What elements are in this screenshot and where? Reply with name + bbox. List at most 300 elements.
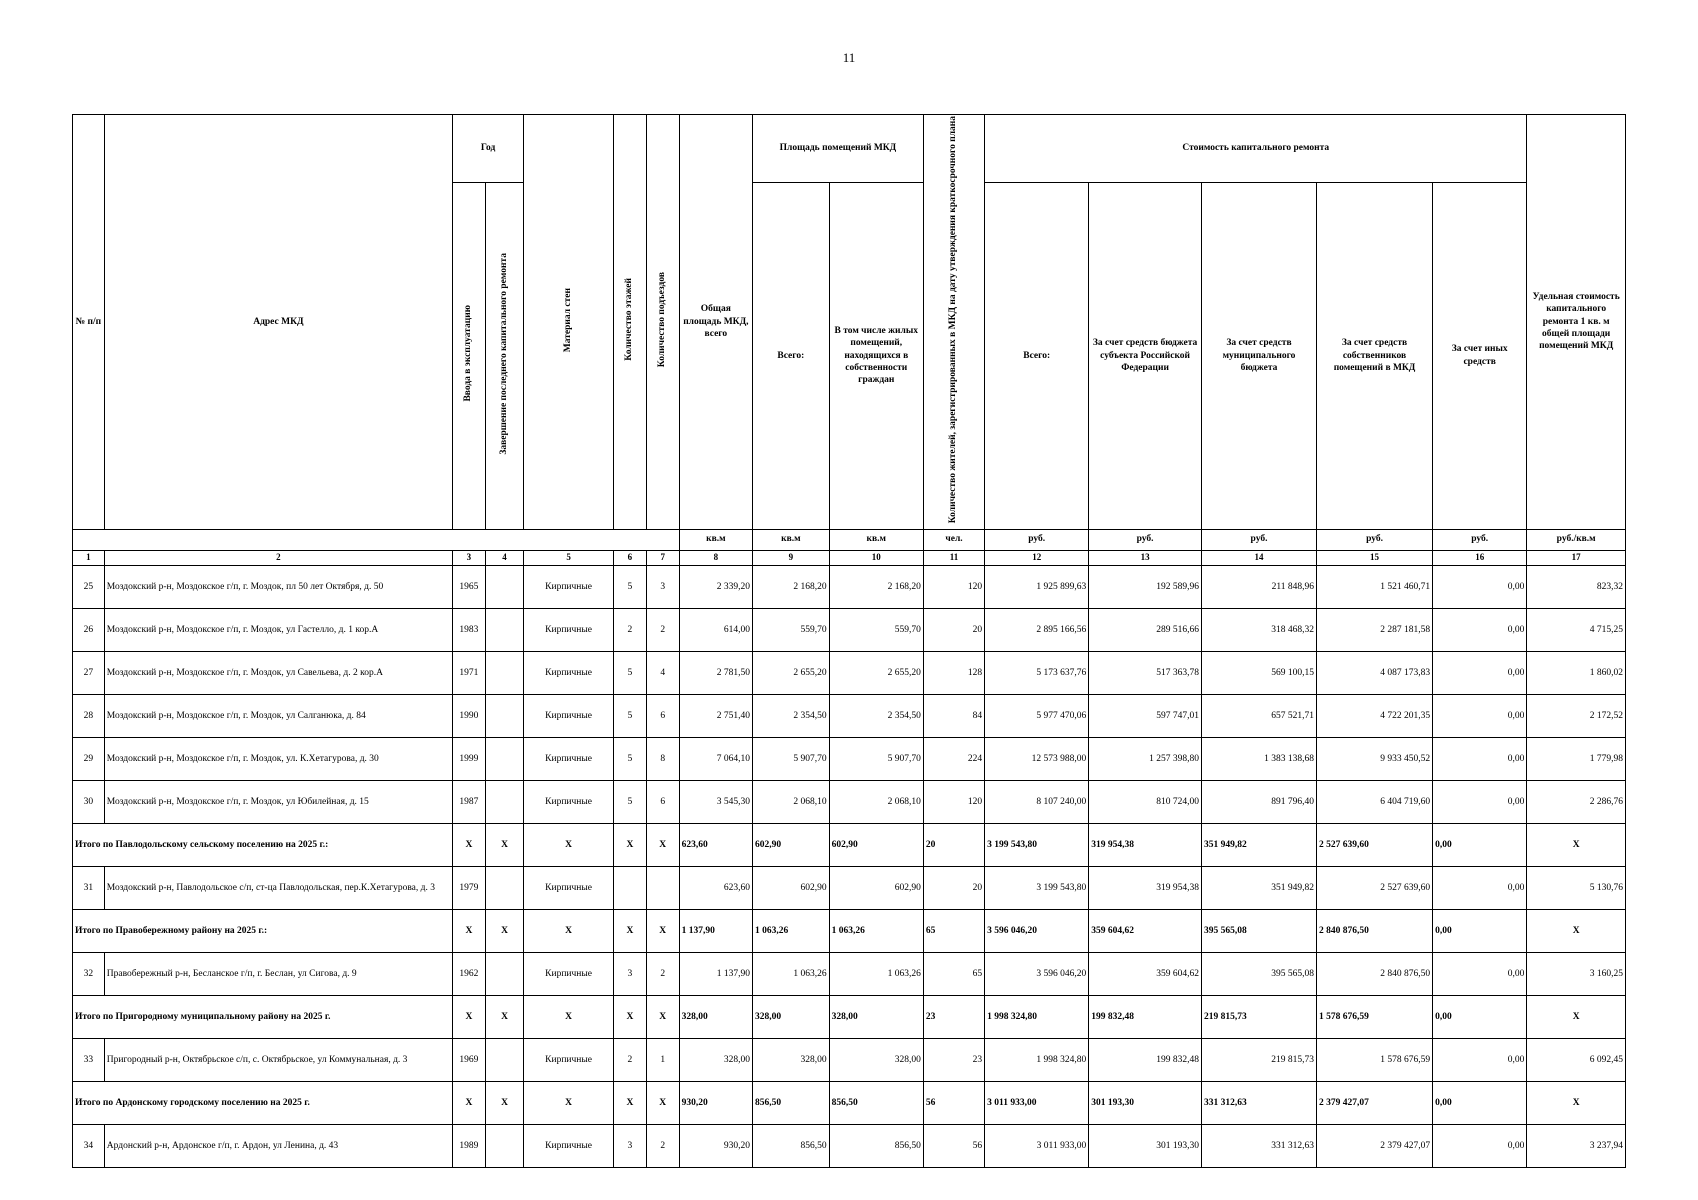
- address-cell: Пригородный р-н, Октябрьское с/п, с. Октябрьское, ул Коммунальная, д. 3: [104, 1038, 452, 1081]
- subtotal-unit-cost-cell: X: [1527, 823, 1626, 866]
- subtotal-floors-cell: X: [613, 1081, 646, 1124]
- header-premises-citizens: В том числе жилых помещений, находящихся в собственности граждан: [829, 183, 923, 530]
- subtotal-prem-citizens-cell: 1 063,26: [829, 909, 923, 952]
- residents-cell: 128: [923, 651, 984, 694]
- premises-citizens-cell: 559,70: [829, 608, 923, 651]
- subtotal-label: Итого по Правобережному району на 2025 г.:: [73, 909, 453, 952]
- subtotal-last-repair-cell: X: [485, 909, 523, 952]
- cost-subject-cell: 192 589,96: [1089, 565, 1202, 608]
- unit-cost-cell: 3 160,25: [1527, 952, 1626, 995]
- material-cell: Кирпичные: [524, 1124, 614, 1167]
- unit-cell: руб.: [985, 529, 1089, 550]
- subtotal-label: Итого по Ардонскому городскому поселению на 2025 г.: [73, 1081, 453, 1124]
- column-numbers-row: [73, 550, 1626, 565]
- total-area-cell: 2 751,40: [679, 694, 752, 737]
- subtotal-year-cell: X: [453, 1081, 486, 1124]
- page-number: 11: [842, 50, 856, 65]
- subtotal-cost-municipal-cell: 219 815,73: [1202, 995, 1317, 1038]
- premises-citizens-cell: 328,00: [829, 1038, 923, 1081]
- cost-owners-cell: 2 287 181,58: [1316, 608, 1432, 651]
- premises-citizens-cell: 5 907,70: [829, 737, 923, 780]
- unit-cost-cell: 3 237,94: [1527, 1124, 1626, 1167]
- cost-other-cell: 0,00: [1433, 651, 1527, 694]
- subtotal-label: Итого по Пригородному муниципальному району на 2025 г.: [73, 995, 453, 1038]
- subtotal-cost-total-cell: 3 011 933,00: [985, 1081, 1089, 1124]
- cost-owners-cell: 1 521 460,71: [1316, 565, 1432, 608]
- subtotal-year-cell: X: [453, 909, 486, 952]
- entrances-cell: [646, 866, 679, 909]
- subtotal-cost-total-cell: 3 596 046,20: [985, 909, 1089, 952]
- address-cell: Моздокский р-н, Моздокское г/п, г. Моздок, пл 50 лет Октября, д. 50: [104, 565, 452, 608]
- address-cell: Моздокский р-н, Моздокское г/п, г. Моздок, ул Юбилейная, д. 15: [104, 780, 452, 823]
- unit-cell: кв.м: [753, 529, 830, 550]
- residents-cell: 120: [923, 780, 984, 823]
- unit-cost-cell: 6 092,45: [1527, 1038, 1626, 1081]
- cost-owners-cell: 4 087 173,83: [1316, 651, 1432, 694]
- material-cell: Кирпичные: [524, 565, 614, 608]
- subtotal-prem-total-cell: 1 063,26: [753, 909, 830, 952]
- premises-total-cell: 2 354,50: [753, 694, 830, 737]
- subtotal-entrances-cell: X: [646, 823, 679, 866]
- premises-citizens-cell: 602,90: [829, 866, 923, 909]
- table-row: [73, 1038, 1626, 1081]
- subtotal-cost-other-cell: 0,00: [1433, 1081, 1527, 1124]
- premises-citizens-cell: 2 655,20: [829, 651, 923, 694]
- table-row: [73, 866, 1626, 909]
- row-number: 31: [73, 866, 105, 909]
- last-repair-cell: [485, 1038, 523, 1081]
- address-cell: Ардонский р-н, Ардонское г/п, г. Ардон, ул Ленина, д. 43: [104, 1124, 452, 1167]
- subtotal-cost-municipal-cell: 331 312,63: [1202, 1081, 1317, 1124]
- header-cost-total: Всего:: [985, 183, 1089, 530]
- row-number: 32: [73, 952, 105, 995]
- header-year-last-repair: Завершение последнего капитального ремонта: [485, 183, 523, 530]
- cost-other-cell: 0,00: [1433, 780, 1527, 823]
- subtotal-material-cell: X: [524, 823, 614, 866]
- premises-total-cell: 5 907,70: [753, 737, 830, 780]
- year-cell: 1962: [453, 952, 486, 995]
- header-year-group: Год: [453, 115, 524, 183]
- address-cell: Моздокский р-н, Моздокское г/п, г. Моздок, ул. К.Хетагурова, д. 30: [104, 737, 452, 780]
- total-area-cell: 328,00: [679, 1038, 752, 1081]
- entrances-cell: 3: [646, 565, 679, 608]
- cost-total-cell: 5 977 470,06: [985, 694, 1089, 737]
- premises-total-cell: 559,70: [753, 608, 830, 651]
- year-cell: 1969: [453, 1038, 486, 1081]
- header-cost-other: За счет иных средств: [1433, 183, 1527, 530]
- subtotal-prem-citizens-cell: 602,90: [829, 823, 923, 866]
- row-number: 26: [73, 608, 105, 651]
- premises-total-cell: 328,00: [753, 1038, 830, 1081]
- unit-cell: руб.: [1433, 529, 1527, 550]
- premises-total-cell: 1 063,26: [753, 952, 830, 995]
- cost-subject-cell: 319 954,38: [1089, 866, 1202, 909]
- address-cell: Правобережный р-н, Бесланское г/п, г. Беслан, ул Сигова, д. 9: [104, 952, 452, 995]
- header-cost-municipal: За счет средств муниципального бюджета: [1202, 183, 1317, 530]
- total-area-cell: 930,20: [679, 1124, 752, 1167]
- subtotal-last-repair-cell: X: [485, 995, 523, 1038]
- floors-cell: 5: [613, 694, 646, 737]
- unit-cell: чел.: [923, 529, 984, 550]
- premises-total-cell: 2 168,20: [753, 565, 830, 608]
- floors-cell: 2: [613, 1038, 646, 1081]
- cost-municipal-cell: 331 312,63: [1202, 1124, 1317, 1167]
- premises-citizens-cell: 856,50: [829, 1124, 923, 1167]
- header-cost-subject: За счет средств бюджета субъекта Российской Федерации: [1089, 183, 1202, 530]
- table-row: [73, 952, 1626, 995]
- subtotal-residents-cell: 65: [923, 909, 984, 952]
- row-number: 34: [73, 1124, 105, 1167]
- premises-total-cell: 856,50: [753, 1124, 830, 1167]
- column-number: 2: [104, 550, 452, 565]
- subtotal-floors-cell: X: [613, 823, 646, 866]
- subtotal-cost-municipal-cell: 351 949,82: [1202, 823, 1317, 866]
- cost-owners-cell: 4 722 201,35: [1316, 694, 1432, 737]
- subtotal-cost-owners-cell: 2 527 639,60: [1316, 823, 1432, 866]
- premises-citizens-cell: 2 168,20: [829, 565, 923, 608]
- column-number: 11: [923, 550, 984, 565]
- subtotal-row: [73, 823, 1626, 866]
- residents-cell: 20: [923, 866, 984, 909]
- table-row: [73, 608, 1626, 651]
- table-row: [73, 780, 1626, 823]
- row-number: 29: [73, 737, 105, 780]
- column-number: 8: [679, 550, 752, 565]
- material-cell: Кирпичные: [524, 866, 614, 909]
- cost-owners-cell: 9 933 450,52: [1316, 737, 1432, 780]
- last-repair-cell: [485, 737, 523, 780]
- capital-repair-table: [72, 114, 1626, 1168]
- year-cell: 1990: [453, 694, 486, 737]
- subtotal-prem-total-cell: 856,50: [753, 1081, 830, 1124]
- column-number: 16: [1433, 550, 1527, 565]
- table-row: [73, 1124, 1626, 1167]
- subtotal-prem-citizens-cell: 856,50: [829, 1081, 923, 1124]
- cost-subject-cell: 359 604,62: [1089, 952, 1202, 995]
- subtotal-entrances-cell: X: [646, 1081, 679, 1124]
- cost-subject-cell: 289 516,66: [1089, 608, 1202, 651]
- subtotal-cost-other-cell: 0,00: [1433, 823, 1527, 866]
- unit-cell: кв.м: [829, 529, 923, 550]
- unit-cost-cell: 5 130,76: [1527, 866, 1626, 909]
- column-number: 10: [829, 550, 923, 565]
- total-area-cell: 623,60: [679, 866, 752, 909]
- unit-cost-cell: 1 779,98: [1527, 737, 1626, 780]
- subtotal-prem-total-cell: 328,00: [753, 995, 830, 1038]
- subtotal-cost-other-cell: 0,00: [1433, 909, 1527, 952]
- cost-municipal-cell: 569 100,15: [1202, 651, 1317, 694]
- column-number: 15: [1316, 550, 1432, 565]
- subtotal-cost-municipal-cell: 395 565,08: [1202, 909, 1317, 952]
- units-blank: [73, 529, 680, 550]
- cost-owners-cell: 2 527 639,60: [1316, 866, 1432, 909]
- cost-other-cell: 0,00: [1433, 866, 1527, 909]
- entrances-cell: 1: [646, 1038, 679, 1081]
- subtotal-row: [73, 909, 1626, 952]
- last-repair-cell: [485, 780, 523, 823]
- subtotal-material-cell: X: [524, 909, 614, 952]
- cost-other-cell: 0,00: [1433, 608, 1527, 651]
- cost-municipal-cell: 318 468,32: [1202, 608, 1317, 651]
- entrances-cell: 2: [646, 1124, 679, 1167]
- address-cell: Моздокский р-н, Павлодольское с/п, ст-ца Павлодольская, пер.К.Хетагурова, д. 3: [104, 866, 452, 909]
- subtotal-prem-citizens-cell: 328,00: [829, 995, 923, 1038]
- subtotal-year-cell: X: [453, 823, 486, 866]
- cost-total-cell: 2 895 166,56: [985, 608, 1089, 651]
- cost-municipal-cell: 657 521,71: [1202, 694, 1317, 737]
- subtotal-unit-cost-cell: X: [1527, 995, 1626, 1038]
- column-number: 4: [485, 550, 523, 565]
- premises-total-cell: 2 068,10: [753, 780, 830, 823]
- cost-total-cell: 3 199 543,80: [985, 866, 1089, 909]
- cost-total-cell: 1 998 324,80: [985, 1038, 1089, 1081]
- last-repair-cell: [485, 866, 523, 909]
- address-cell: Моздокский р-н, Моздокское г/п, г. Моздок, ул Салганюка, д. 84: [104, 694, 452, 737]
- cost-owners-cell: 2 379 427,07: [1316, 1124, 1432, 1167]
- unit-cell: руб.: [1089, 529, 1202, 550]
- cost-total-cell: 1 925 899,63: [985, 565, 1089, 608]
- cost-municipal-cell: 351 949,82: [1202, 866, 1317, 909]
- cost-other-cell: 0,00: [1433, 952, 1527, 995]
- header-cost-owners: За счет средств собственников помещений в МКД: [1316, 183, 1432, 530]
- total-area-cell: 3 545,30: [679, 780, 752, 823]
- cost-subject-cell: 597 747,01: [1089, 694, 1202, 737]
- subtotal-residents-cell: 56: [923, 1081, 984, 1124]
- unit-cell: руб.: [1316, 529, 1432, 550]
- cost-municipal-cell: 1 383 138,68: [1202, 737, 1317, 780]
- subtotal-floors-cell: X: [613, 909, 646, 952]
- row-number: 33: [73, 1038, 105, 1081]
- material-cell: Кирпичные: [524, 952, 614, 995]
- header-premises-group: Площадь помещений МКД: [753, 115, 924, 183]
- header-num: № п/п: [73, 115, 105, 530]
- year-cell: 1983: [453, 608, 486, 651]
- subtotal-area-cell: 1 137,90: [679, 909, 752, 952]
- material-cell: Кирпичные: [524, 737, 614, 780]
- table-row: [73, 651, 1626, 694]
- last-repair-cell: [485, 952, 523, 995]
- column-number: 14: [1202, 550, 1317, 565]
- header-residents: Количество жителей, зарегистрированных в МКД на дату утверждения краткосрочного плана: [923, 115, 984, 530]
- column-number: 7: [646, 550, 679, 565]
- subtotal-area-cell: 623,60: [679, 823, 752, 866]
- subtotal-last-repair-cell: X: [485, 1081, 523, 1124]
- units-row: [73, 529, 1626, 550]
- subtotal-last-repair-cell: X: [485, 823, 523, 866]
- cost-total-cell: 5 173 637,76: [985, 651, 1089, 694]
- table-row: [73, 565, 1626, 608]
- residents-cell: 84: [923, 694, 984, 737]
- year-cell: 1999: [453, 737, 486, 780]
- unit-cost-cell: 2 172,52: [1527, 694, 1626, 737]
- material-cell: Кирпичные: [524, 780, 614, 823]
- header-entrances: Количество подъездов: [646, 115, 679, 530]
- subtotal-cost-owners-cell: 1 578 676,59: [1316, 995, 1432, 1038]
- year-cell: 1987: [453, 780, 486, 823]
- column-number: 9: [753, 550, 830, 565]
- cost-municipal-cell: 891 796,40: [1202, 780, 1317, 823]
- floors-cell: 5: [613, 780, 646, 823]
- unit-cell: руб.: [1202, 529, 1317, 550]
- column-number: 12: [985, 550, 1089, 565]
- unit-cost-cell: 2 286,76: [1527, 780, 1626, 823]
- last-repair-cell: [485, 608, 523, 651]
- subtotal-cost-owners-cell: 2 379 427,07: [1316, 1081, 1432, 1124]
- column-number: 5: [524, 550, 614, 565]
- cost-other-cell: 0,00: [1433, 694, 1527, 737]
- floors-cell: 5: [613, 651, 646, 694]
- cost-owners-cell: 2 840 876,50: [1316, 952, 1432, 995]
- total-area-cell: 2 781,50: [679, 651, 752, 694]
- row-number: 25: [73, 565, 105, 608]
- premises-citizens-cell: 2 068,10: [829, 780, 923, 823]
- entrances-cell: 2: [646, 608, 679, 651]
- subtotal-label: Итого по Павлодольскому сельскому поселению на 2025 г.:: [73, 823, 453, 866]
- last-repair-cell: [485, 1124, 523, 1167]
- subtotal-cost-subject-cell: 319 954,38: [1089, 823, 1202, 866]
- subtotal-material-cell: X: [524, 995, 614, 1038]
- floors-cell: 2: [613, 608, 646, 651]
- subtotal-cost-total-cell: 1 998 324,80: [985, 995, 1089, 1038]
- address-cell: Моздокский р-н, Моздокское г/п, г. Моздок, ул Савельева, д. 2 кор.А: [104, 651, 452, 694]
- cost-other-cell: 0,00: [1433, 1038, 1527, 1081]
- row-number: 28: [73, 694, 105, 737]
- last-repair-cell: [485, 565, 523, 608]
- entrances-cell: 4: [646, 651, 679, 694]
- header-premises-total: Всего:: [753, 183, 830, 530]
- residents-cell: 56: [923, 1124, 984, 1167]
- year-cell: 1989: [453, 1124, 486, 1167]
- unit-cost-cell: 1 860,02: [1527, 651, 1626, 694]
- cost-total-cell: 3 011 933,00: [985, 1124, 1089, 1167]
- subtotal-residents-cell: 20: [923, 823, 984, 866]
- header-total-area: Общая площадь МКД, всего: [679, 115, 752, 530]
- unit-cost-cell: 4 715,25: [1527, 608, 1626, 651]
- residents-cell: 65: [923, 952, 984, 995]
- subtotal-row: [73, 1081, 1626, 1124]
- cost-other-cell: 0,00: [1433, 737, 1527, 780]
- cost-subject-cell: 810 724,00: [1089, 780, 1202, 823]
- subtotal-cost-other-cell: 0,00: [1433, 995, 1527, 1038]
- subtotal-cost-total-cell: 3 199 543,80: [985, 823, 1089, 866]
- residents-cell: 224: [923, 737, 984, 780]
- residents-cell: 20: [923, 608, 984, 651]
- premises-citizens-cell: 1 063,26: [829, 952, 923, 995]
- year-cell: 1979: [453, 866, 486, 909]
- header-wall-material: Материал стен: [524, 115, 614, 530]
- floors-cell: [613, 866, 646, 909]
- cost-other-cell: 0,00: [1433, 565, 1527, 608]
- material-cell: Кирпичные: [524, 1038, 614, 1081]
- header-unit-cost: Удельная стоимость капитального ремонта 1 кв. м общей площади помещений МКД: [1527, 115, 1626, 530]
- table-body: [73, 565, 1626, 1167]
- subtotal-area-cell: 930,20: [679, 1081, 752, 1124]
- address-cell: Моздокский р-н, Моздокское г/п, г. Моздок, ул Гастелло, д. 1 кор.А: [104, 608, 452, 651]
- entrances-cell: 6: [646, 694, 679, 737]
- year-cell: 1965: [453, 565, 486, 608]
- subtotal-cost-subject-cell: 199 832,48: [1089, 995, 1202, 1038]
- floors-cell: 5: [613, 737, 646, 780]
- subtotal-year-cell: X: [453, 995, 486, 1038]
- cost-subject-cell: 1 257 398,80: [1089, 737, 1202, 780]
- column-number: 17: [1527, 550, 1626, 565]
- subtotal-unit-cost-cell: X: [1527, 1081, 1626, 1124]
- subtotal-prem-total-cell: 602,90: [753, 823, 830, 866]
- floors-cell: 5: [613, 565, 646, 608]
- row-number: 30: [73, 780, 105, 823]
- row-number: 27: [73, 651, 105, 694]
- year-cell: 1971: [453, 651, 486, 694]
- cost-total-cell: 3 596 046,20: [985, 952, 1089, 995]
- floors-cell: 3: [613, 1124, 646, 1167]
- header-floors: Количество этажей: [613, 115, 646, 530]
- unit-cost-cell: 823,32: [1527, 565, 1626, 608]
- table-row: [73, 737, 1626, 780]
- header-address: Адрес МКД: [104, 115, 452, 530]
- last-repair-cell: [485, 694, 523, 737]
- column-number: 1: [73, 550, 105, 565]
- cost-owners-cell: 1 578 676,59: [1316, 1038, 1432, 1081]
- subtotal-entrances-cell: X: [646, 909, 679, 952]
- total-area-cell: 2 339,20: [679, 565, 752, 608]
- subtotal-cost-owners-cell: 2 840 876,50: [1316, 909, 1432, 952]
- cost-total-cell: 8 107 240,00: [985, 780, 1089, 823]
- floors-cell: 3: [613, 952, 646, 995]
- column-number: 13: [1089, 550, 1202, 565]
- cost-municipal-cell: 395 565,08: [1202, 952, 1317, 995]
- subtotal-residents-cell: 23: [923, 995, 984, 1038]
- residents-cell: 120: [923, 565, 984, 608]
- subtotal-row: [73, 995, 1626, 1038]
- cost-other-cell: 0,00: [1433, 1124, 1527, 1167]
- premises-citizens-cell: 2 354,50: [829, 694, 923, 737]
- cost-municipal-cell: 211 848,96: [1202, 565, 1317, 608]
- entrances-cell: 2: [646, 952, 679, 995]
- header-year-commission: Ввода в эксплуатацию: [453, 183, 486, 530]
- cost-subject-cell: 301 193,30: [1089, 1124, 1202, 1167]
- subtotal-entrances-cell: X: [646, 995, 679, 1038]
- entrances-cell: 6: [646, 780, 679, 823]
- cost-total-cell: 12 573 988,00: [985, 737, 1089, 780]
- material-cell: Кирпичные: [524, 608, 614, 651]
- last-repair-cell: [485, 651, 523, 694]
- material-cell: Кирпичные: [524, 694, 614, 737]
- total-area-cell: 7 064,10: [679, 737, 752, 780]
- premises-total-cell: 2 655,20: [753, 651, 830, 694]
- subtotal-area-cell: 328,00: [679, 995, 752, 1038]
- unit-cell: кв.м: [679, 529, 752, 550]
- subtotal-floors-cell: X: [613, 995, 646, 1038]
- residents-cell: 23: [923, 1038, 984, 1081]
- header-cost-group: Стоимость капитального ремонта: [985, 115, 1527, 183]
- subtotal-cost-subject-cell: 359 604,62: [1089, 909, 1202, 952]
- premises-total-cell: 602,90: [753, 866, 830, 909]
- cost-subject-cell: 517 363,78: [1089, 651, 1202, 694]
- column-number: 6: [613, 550, 646, 565]
- cost-owners-cell: 6 404 719,60: [1316, 780, 1432, 823]
- cost-municipal-cell: 219 815,73: [1202, 1038, 1317, 1081]
- subtotal-cost-subject-cell: 301 193,30: [1089, 1081, 1202, 1124]
- material-cell: Кирпичные: [524, 651, 614, 694]
- total-area-cell: 1 137,90: [679, 952, 752, 995]
- subtotal-unit-cost-cell: X: [1527, 909, 1626, 952]
- unit-cell: руб./кв.м: [1527, 529, 1626, 550]
- subtotal-material-cell: X: [524, 1081, 614, 1124]
- column-number: 3: [453, 550, 486, 565]
- table-row: [73, 694, 1626, 737]
- total-area-cell: 614,00: [679, 608, 752, 651]
- cost-subject-cell: 199 832,48: [1089, 1038, 1202, 1081]
